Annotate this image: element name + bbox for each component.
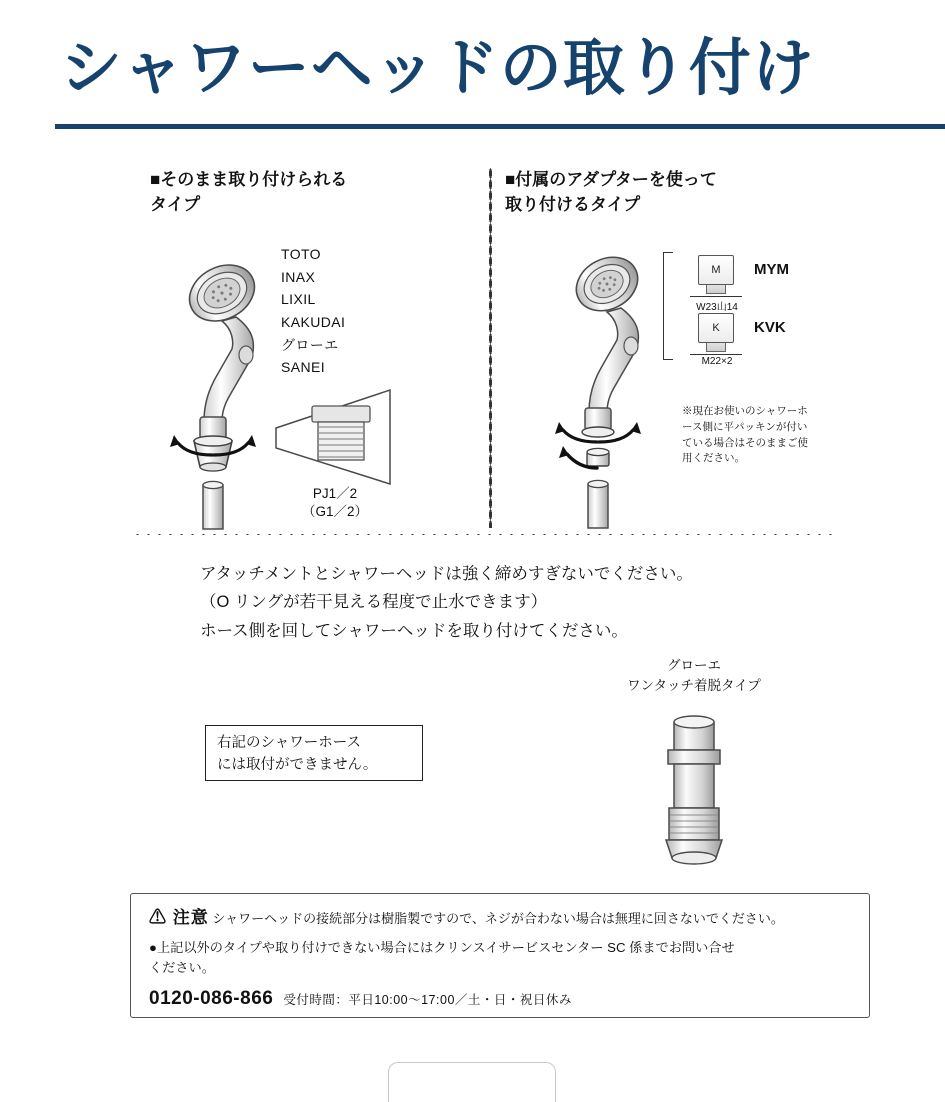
- right-section-heading: [505, 168, 845, 217]
- grohe-connector-illustration: [640, 712, 750, 872]
- thread-size-label: [302, 485, 368, 521]
- brand-item: KAKUDAI: [281, 314, 346, 331]
- phone-number[interactable]: 0120-086-866: [149, 987, 274, 1009]
- page-title: シャワーヘッドの取り付け: [60, 34, 815, 103]
- left-heading-line2: タイプ: [150, 194, 201, 214]
- right-heading-line2: 取り付けるタイプ: [505, 194, 641, 214]
- title-divider: [55, 124, 945, 129]
- brand-item: グローエ: [281, 336, 339, 353]
- adapter-item: [686, 255, 846, 313]
- thread-size-line1: PJ1／2: [312, 486, 358, 501]
- adapter-list: [686, 255, 846, 371]
- grohe-caption-line1: グローエ: [667, 658, 721, 673]
- adapter-note: ※現在お使いのシャワーホース側に平パッキンが付いている場合はそのままご使用ください。: [682, 405, 808, 465]
- brand-item: SANEI: [281, 359, 326, 376]
- adapter-chip-label: M: [698, 255, 734, 285]
- adapter-stem: [706, 343, 726, 352]
- adapter-chip-label: K: [698, 313, 734, 343]
- adapter-brand-name: KVK: [754, 319, 786, 336]
- caution-box: [130, 893, 870, 1018]
- instruction-text: [200, 560, 693, 645]
- caution-line3: ください。: [149, 960, 215, 976]
- left-heading-line1: ■そのまま取り付けられる: [150, 170, 348, 189]
- bottom-page-arc: [388, 1062, 556, 1102]
- adapter-spec: W23山14: [696, 302, 738, 313]
- adapter-item: [686, 313, 846, 371]
- warning-icon: ⚠ 注意: [149, 908, 209, 927]
- grohe-caption: [604, 656, 784, 697]
- contact-row: [149, 988, 853, 1010]
- instruction-line3: ホース側を回してシャワーヘッドを取り付けてください。: [200, 621, 628, 640]
- brand-item: INAX: [281, 268, 316, 285]
- brand-item: LIXIL: [281, 291, 316, 308]
- adapter-brand-name: MYM: [754, 261, 789, 278]
- left-section-heading: [150, 168, 480, 217]
- business-hours: 受付時間：平日10:00〜17:00／土・日・祝日休み: [283, 992, 572, 1007]
- right-heading-line1: ■付属のアダプターを使って: [505, 170, 717, 189]
- caution-line1-text: シャワーヘッドの接続部分は樹脂製ですので、ネジが合わない場合は無理に回さないでください。: [212, 911, 784, 926]
- grohe-caption-line2: ワンタッチ着脱タイプ: [627, 678, 761, 694]
- caution-line2: ●上記以外のタイプや取り付けできない場合にはクリンスイサービスセンター SC 係までお問い合せ: [149, 939, 735, 955]
- brand-item: TOTO: [281, 246, 321, 262]
- instruction-line1: アタッチメントとシャワーヘッドは強く締めすぎないでください。: [200, 565, 693, 583]
- vertical-dotted-divider: [489, 168, 492, 528]
- adapter-stem: [706, 285, 726, 294]
- caution-first-line: [149, 906, 853, 931]
- adapter-bracket: [663, 252, 673, 360]
- thread-callout-illustration: [272, 388, 402, 498]
- not-compatible-line2: には取付ができません。: [217, 756, 378, 773]
- adapter-spec: M22×2: [701, 356, 733, 367]
- horizontal-dotted-divider: [132, 533, 832, 536]
- instruction-line2: （O リングが若干見える程度で止水できます）: [200, 593, 548, 612]
- not-compatible-line1: 右記のシャワーホース: [217, 735, 361, 751]
- not-compatible-note-box: [205, 725, 423, 781]
- thread-size-line2: （G1／2）: [302, 504, 369, 520]
